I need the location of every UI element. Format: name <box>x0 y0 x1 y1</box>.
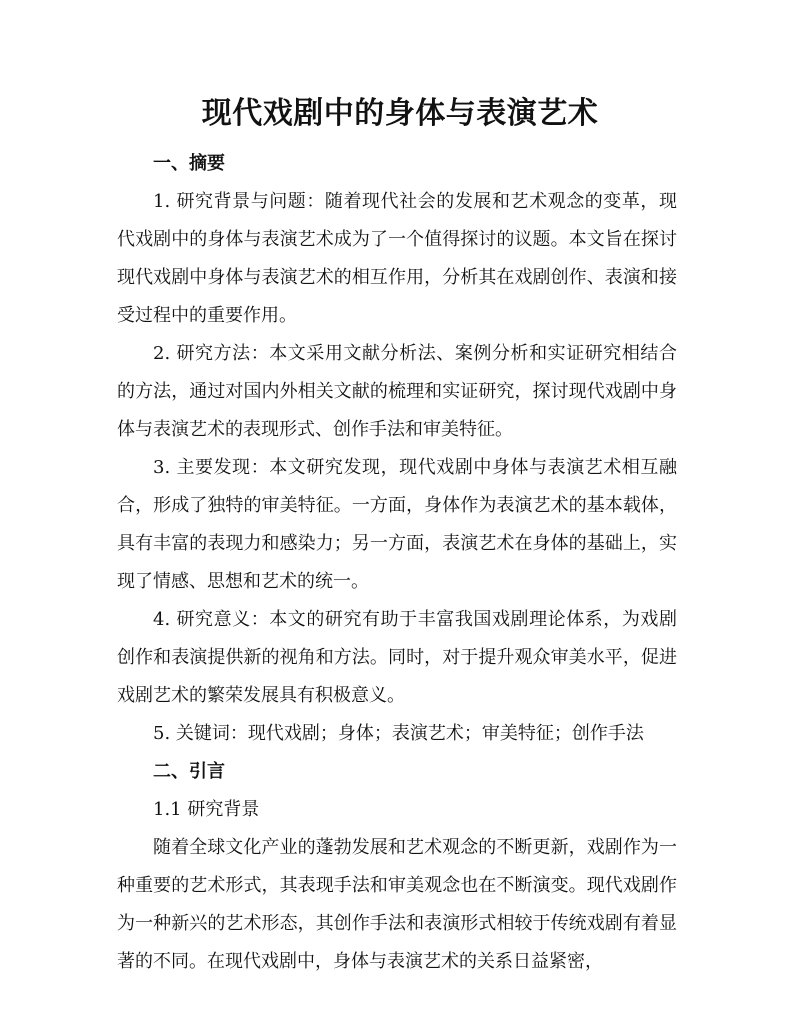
subsection-heading-background: 1.1 研究背景 <box>153 799 260 820</box>
abstract-item-methods: 2. 研究方法：本文采用文献分析法、案例分析和实证研究相结合的方法，通过对国内外相关文献的梳理和实证研究，探讨现代戏剧中身体与表演艺术的表现形式、创作手法和审美特征。 <box>117 343 677 440</box>
section-heading-abstract: 一、摘要 <box>153 153 225 174</box>
section-heading-introduction: 二、引言 <box>153 761 225 782</box>
abstract-item-significance: 4. 研究意义：本文的研究有助于丰富我国戏剧理论体系，为戏剧创作和表演提供新的视角和方法。同时，对于提升观众审美水平，促进戏剧艺术的繁荣发展具有积极意义。 <box>117 609 677 706</box>
abstract-item-keywords: 5. 关键词：现代戏剧；身体；表演艺术；审美特征；创作手法 <box>153 723 644 744</box>
document-title: 现代戏剧中的身体与表演艺术 <box>201 96 599 131</box>
document-body <box>117 145 677 981</box>
introduction-paragraph: 随着全球文化产业的蓬勃发展和艺术观念的不断更新，戏剧作为一种重要的艺术形式，其表现手法和审美观念也在不断演变。现代戏剧作为一种新兴的艺术形态，其创作手法和表演形式相较于传统戏剧有着显著的不同。在现代戏剧中，身体与表演艺术的关系日益紧密， <box>117 837 677 972</box>
abstract-item-findings: 3. 主要发现：本文研究发现，现代戏剧中身体与表演艺术相互融合，形成了独特的审美特征。一方面，身体作为表演艺术的基本载体，具有丰富的表现力和感染力；另一方面，表演艺术在身体的基础上，实现了情感、思想和艺术的统一。 <box>117 457 677 592</box>
abstract-item-background: 1. 研究背景与问题：随着现代社会的发展和艺术观念的变革，现代戏剧中的身体与表演艺术成为了一个值得探讨的议题。本文旨在探讨现代戏剧中身体与表演艺术的相互作用，分析其在戏剧创作、表演和接受过程中的重要作用。 <box>117 191 677 326</box>
